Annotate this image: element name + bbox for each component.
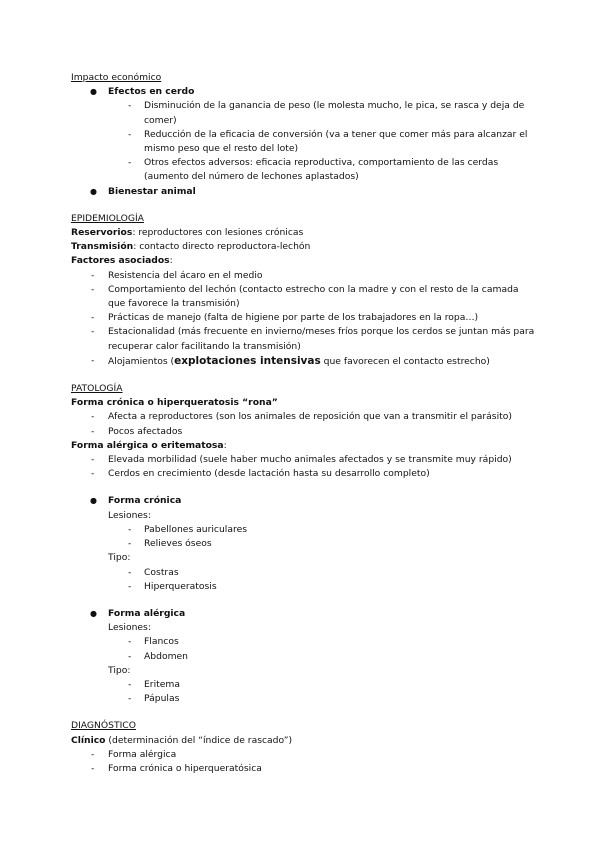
dash-icon: - (91, 269, 95, 281)
bullet-icon: ● (90, 608, 97, 618)
cronica-tipo-label: Tipo: (108, 552, 131, 564)
clinico-line: Clínico (determinación del “índice de rascado”) (71, 734, 293, 746)
efectos-title: Efectos en cerdo (108, 86, 195, 98)
alergica-tipo-1: - Eritema (71, 678, 541, 692)
dash-icon: - (128, 100, 132, 112)
dash-icon: - (128, 580, 132, 592)
cronica-tipo-1: - Costras (71, 566, 541, 580)
dash-icon: - (91, 468, 95, 480)
section-heading-diagnostico: DIAGNÓSTICO (71, 720, 136, 732)
efecto-item-1: - Disminución de la ganancia de peso (le molesta mucho, le pica, se rasca y deja de comer) (128, 100, 525, 126)
bullet-forma-cronica: ● Forma crónica (71, 494, 541, 508)
dash-icon: - (91, 283, 95, 295)
alergica-lesiones-label: Lesiones: (108, 622, 151, 634)
bullet-icon: ● (90, 87, 97, 97)
bullet-forma-alergica: ● Forma alérgica (71, 607, 541, 621)
dash-icon: - (128, 523, 132, 535)
document-page (71, 71, 541, 776)
dash-icon: - (128, 538, 132, 550)
efecto-item-3: - Otros efectos adversos: eficacia reproductiva, comportamiento de las cerdas (aumento del número de lechones aplastados) (128, 157, 499, 183)
reservorios-line: Reservorios: reproductores con lesiones crónicas (71, 227, 304, 239)
alergica-lesion-1: - Flancos (71, 635, 541, 649)
section-heading-patologia: PATOLOGÍA (71, 383, 123, 395)
bullet-bienestar: ● Bienestar animal (71, 185, 541, 199)
alergica-lesion-2: - Abdomen (71, 650, 541, 664)
dash-icon: - (91, 425, 95, 437)
transmision-line: Transmisión: contacto directo reproductora-lechón (71, 241, 311, 253)
dash-icon: - (91, 411, 95, 423)
dash-icon: - (91, 762, 95, 774)
alergica-item-2: - Cerdos en crecimiento (desde lactación hasta su desarrollo completo) (71, 467, 541, 481)
dash-icon: - (91, 354, 95, 366)
dash-icon: - (128, 128, 132, 140)
diagnostico-item-2: - Forma crónica o hiperqueratósica (71, 762, 541, 776)
dash-icon: - (91, 748, 95, 760)
dash-icon: - (128, 157, 132, 169)
alergica-item-1: - Elevada morbilidad (suele haber mucho animales afectados y se transmite muy rápido) (71, 453, 541, 467)
factor-item-5: - Alojamientos (explotaciones intensivas que favorecen el contacto estrecho) (91, 354, 490, 367)
dash-icon: - (128, 636, 132, 648)
cronica-lesion-1: - Pabellones auriculares (71, 523, 541, 537)
dash-icon: - (128, 650, 132, 662)
diagnostico-item-1: - Forma alérgica (71, 748, 541, 762)
alergica-title: Forma alérgica o eritematosa: (71, 439, 227, 451)
factores-line: Factores asociados: (71, 255, 173, 267)
dash-icon: - (128, 566, 132, 578)
dash-icon: - (128, 693, 132, 705)
dash-icon: - (91, 326, 95, 338)
cronica-item-1: - Afecta a reproductores (son los animales de reposición que van a transmitir el parásito) (71, 410, 541, 424)
alergica-tipo-label: Tipo: (108, 664, 131, 676)
dash-icon: - (91, 454, 95, 466)
cronica-lesiones-label: Lesiones: (108, 509, 151, 521)
cronica-item-2: - Pocos afectados (71, 425, 541, 439)
section-heading-impacto: Impacto económico (71, 72, 162, 83)
alergica-tipo-2: - Pápulas (71, 692, 541, 706)
cronica-title: Forma crónica o hiperqueratosis “rona” (71, 397, 278, 409)
bullet-icon: ● (90, 186, 97, 196)
cronica-tipo-2: - Hiperqueratosis (71, 580, 541, 594)
section-heading-epidemiologia: EPIDEMIOLOGÍA (71, 212, 144, 224)
factor-item-2: - Comportamiento del lechón (contacto estrecho con la madre y con el resto de la camada que favorece la transmisión) (91, 283, 519, 310)
factor-item-4: - Estacionalidad (más frecuente en invierno/meses fríos porque los cerdos se juntan más para recuperar calor facilitando la transmisión) (91, 326, 535, 352)
cronica-lesion-2: - Relieves óseos (71, 537, 541, 551)
dash-icon: - (91, 312, 95, 324)
factor-item-1: - Resistencia del ácaro en el medio (71, 269, 541, 283)
dash-icon: - (128, 678, 132, 690)
efecto-item-2: - Reducción de la eficacia de conversión (va a tener que comer más para alcanzar el mismo peso que el resto del lote) (128, 128, 528, 155)
factor-item-3: - Prácticas de manejo (falta de higiene por parte de los trabajadores en la ropa…) (71, 311, 541, 325)
bullet-icon: ● (90, 496, 97, 506)
bullet-efectos (71, 85, 541, 99)
